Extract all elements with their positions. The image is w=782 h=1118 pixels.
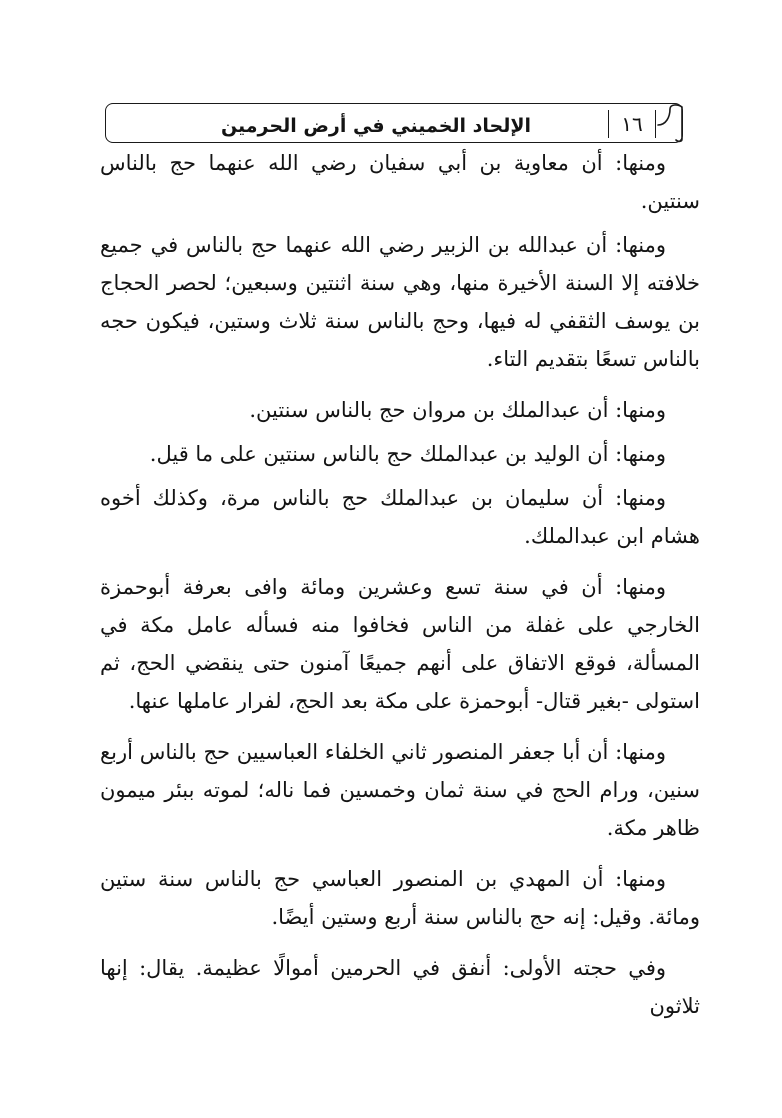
- paragraph-al-mahdi: ومنها: أن المهدي بن المنصور العباسي حج بالناس سنة ستين ومائة. وقيل: إنه حج بالناس سنة أربع وستين أيضًا.: [100, 867, 700, 929]
- paragraph-abu-hamza: ومنها: أن في سنة تسع وعشرين ومائة وافى بعرفة أبوحمزة الخارجي على غفلة من الناس فخافوا منه فسأله عامل مكة في المسألة، فوقع الاتفاق على أنهم جميعًا آمنون حتى ينقضي الحج، ثم استولى -بغير قتال- أبوحمزة على مكة بعد الحج، لفرار عاملها عنها.: [100, 575, 700, 713]
- paragraph-al-mansur: ومنها: أن أبا جعفر المنصور ثاني الخلفاء العباسيين حج بالناس أربع سنين، ورام الحج في سنة ثمان وخمسين فما ناله؛ لموته ببئر ميمون ظاهر مكة.: [100, 740, 700, 840]
- paragraph-abdulmalik: ومنها: أن عبدالملك بن مروان حج بالناس سنتين.: [249, 398, 666, 422]
- running-header-title: الإلحاد الخميني في أرض الحرمين: [220, 115, 532, 137]
- page-number: ١٦: [608, 110, 656, 138]
- page-body: [100, 144, 700, 1018]
- header-flourish-icon: [656, 103, 686, 143]
- paragraph-sulayman: ومنها: أن سليمان بن عبدالملك حج بالناس مرة، وكذلك أخوه هشام ابن عبدالملك.: [100, 486, 700, 548]
- paragraph-alwalid: ومنها: أن الوليد بن عبدالملك حج بالناس سنتين على ما قيل.: [149, 442, 666, 466]
- paragraph-first-hajj: وفي حجته الأولى: أنفق في الحرمين أموالًا عظيمة. يقال: إنها ثلاثون: [100, 956, 700, 1018]
- paragraph-muawiya: ومنها: أن معاوية بن أبي سفيان رضي الله عنهما حج بالناس سنتين.: [100, 151, 700, 213]
- paragraph-ibn-zubair: ومنها: أن عبدالله بن الزبير رضي الله عنهما حج بالناس في جميع خلافته إلا السنة الأخيرة منها، وهي سنة اثنتين وسبعين؛ لحصر الحجاج بن يوسف الثقفي له فيها، وحج بالناس سنة ثلاث وستين، فيكون حجه بالناس تسعًا بتقديم التاء.: [100, 233, 700, 371]
